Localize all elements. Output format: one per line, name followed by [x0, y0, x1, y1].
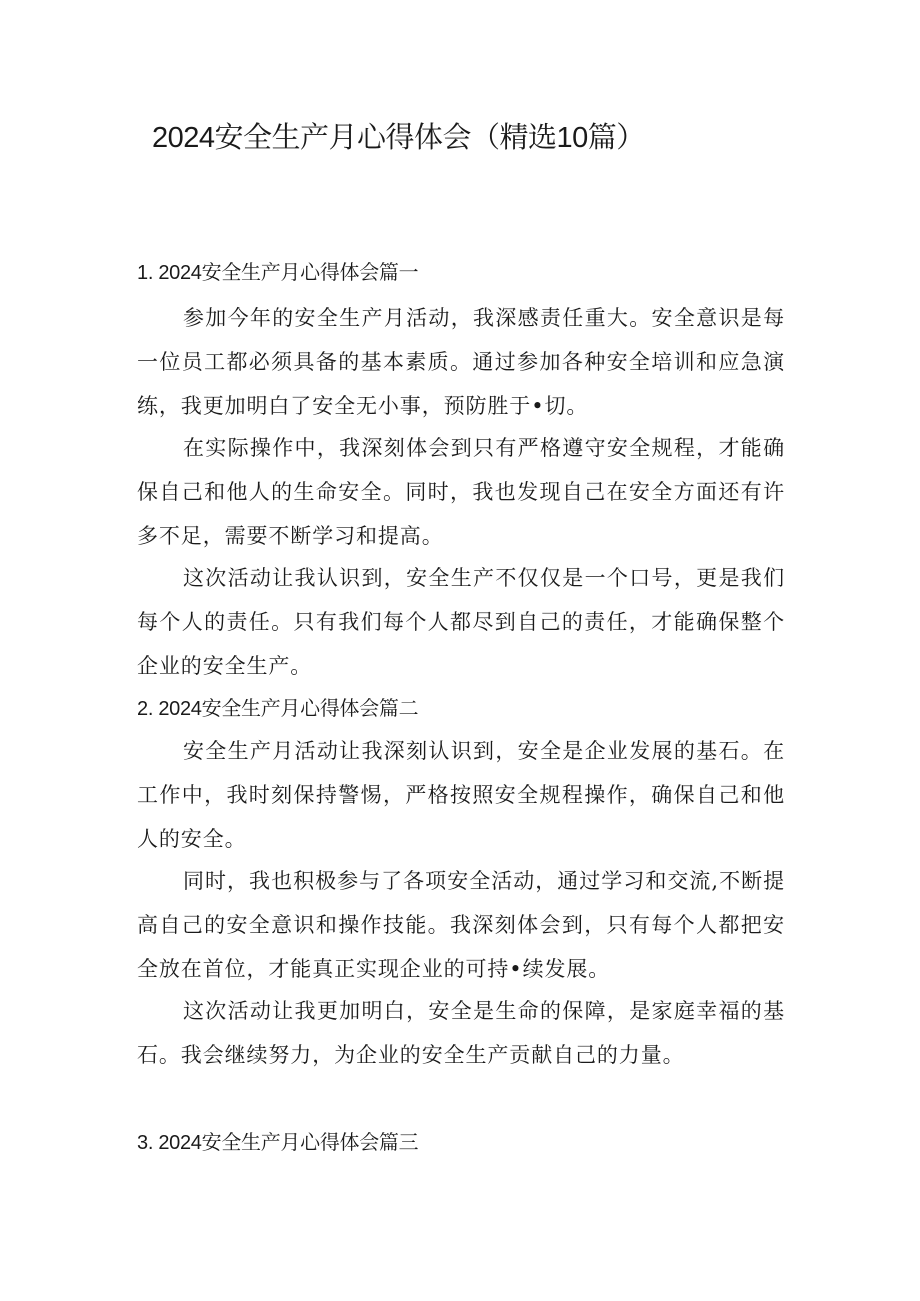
- section-1-paragraph-2: 在实际操作中，我深刻体会到只有严格遵守安全规程，才能确保自己和他人的生命安全。同时，我也发现自己在安全方面还有许多不足，需要不断学习和提高。: [137, 436, 785, 548]
- section-1-paragraph-1: 参加今年的安全生产月活动，我深感责任重大。安全意识是每一位员工都必须具备的基本素质。通过参加各种安全培训和应急演练，我更加明白了安全无小事，预防胜于•切。: [137, 306, 785, 418]
- section-1-paragraph-3: 这次活动让我认识到，安全生产不仅仅是一个口号，更是我们每个人的责任。只有我们每个人都尽到自己的责任，才能确保整个企业的安全生产。: [137, 566, 785, 678]
- section-heading-1: 1. 2024安全生产月心得体会篇一: [137, 262, 419, 284]
- section-2-paragraph-1: 安全生产月活动让我深刻认识到，安全是企业发展的基石。在工作中，我时刻保持警惕，严格按照安全规程操作，确保自己和他人的安全。: [137, 739, 785, 851]
- section-2-paragraph-2: 同时，我也积极参与了各项安全活动，通过学习和交流,不断提高自己的安全意识和操作技能。我深刻体会到，只有每个人都把安全放在首位，才能真正实现企业的可持•续发展。: [137, 869, 785, 981]
- document-title: 2024安全生产月心得体会（精选10篇）: [152, 122, 645, 154]
- section-heading-3: 3. 2024安全生产月心得体会篇三: [137, 1132, 419, 1154]
- section-2-paragraph-3: 这次活动让我更加明白，安全是生命的保障，是家庭幸福的基石。我会继续努力，为企业的安全生产贡献自己的力量。: [137, 999, 785, 1067]
- section-heading-2: 2. 2024安全生产月心得体会篇二: [137, 698, 419, 720]
